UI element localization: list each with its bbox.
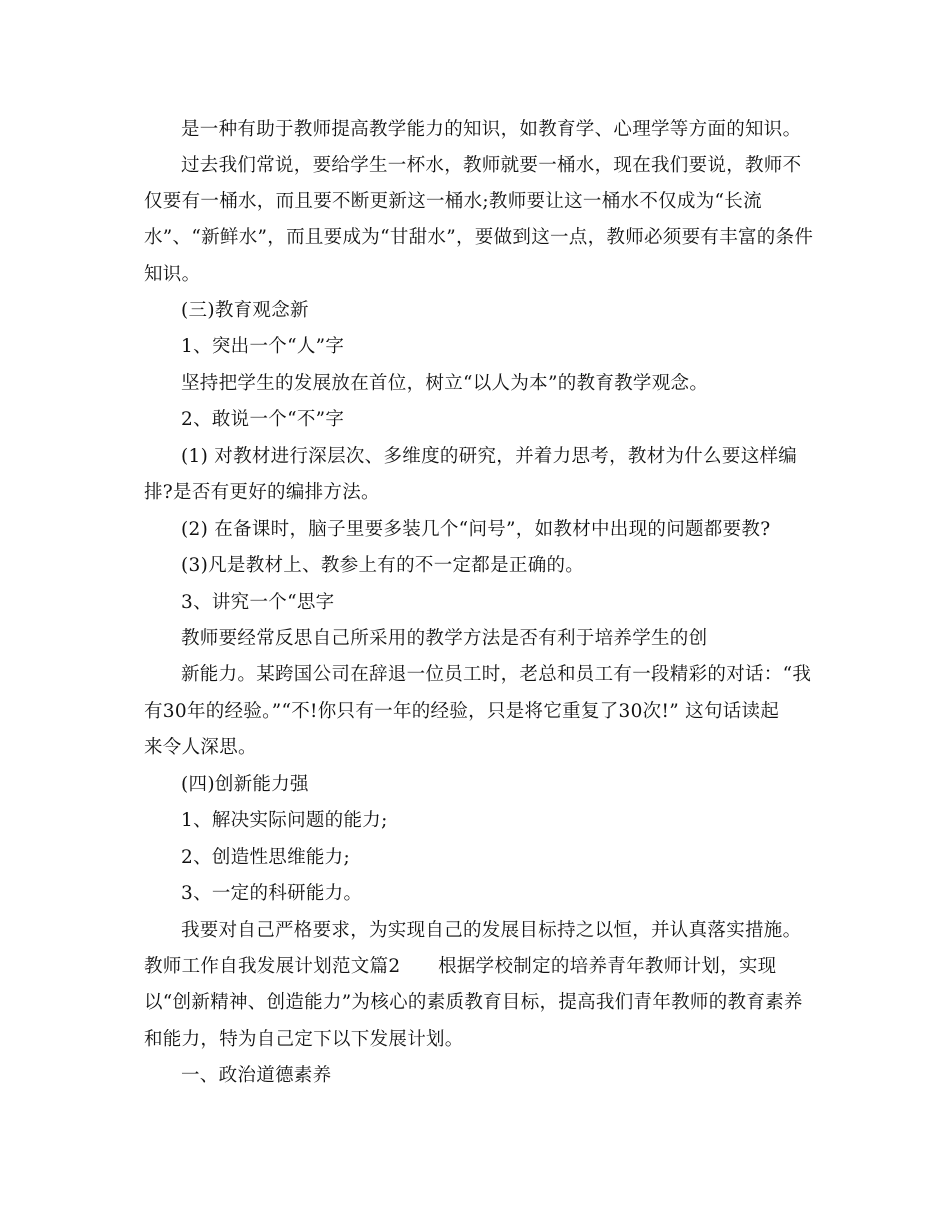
section-heading: (三)教育观念新 xyxy=(181,300,309,321)
text-line: 坚持把学生的发展放在首位，树立“以人为本”的教育教学观念。 xyxy=(181,373,709,394)
text-line: 我要对自己严格要求，为实现自己的发展目标持之以恒，并认真落实措施。 xyxy=(181,920,802,941)
text-line: (2) 在备课时，脑子里要多装几个“问号”，如教材中出现的问题都要教? xyxy=(181,519,771,540)
section-heading: 一、政治道德素养 xyxy=(181,1065,332,1086)
text-line: 教师要经常反思自己所采用的教学方法是否有利于培养学生的创 xyxy=(181,628,708,649)
text-line: 和能力，特为自己定下以下发展计划。 xyxy=(144,1029,464,1050)
text-line: 是一种有助于教师提高教学能力的知识，如教育学、心理学等方面的知识。 xyxy=(181,119,802,140)
text-line: 教师工作自我发展计划范文篇2 根据学校制定的培养青年教师计划，实现 xyxy=(144,956,777,977)
list-item: 1、解决实际问题的能力; xyxy=(181,810,388,831)
subheading: 1、突出一个“人”字 xyxy=(181,336,345,357)
text-line: 知识。 xyxy=(144,264,201,285)
list-item: 3、一定的科研能力。 xyxy=(181,883,363,904)
text-line: 过去我们常说，要给学生一杯水，教师就要一桶水，现在我们要说，教师不 xyxy=(181,155,802,176)
text-line: 来令人深思。 xyxy=(144,737,257,758)
section-heading: (四)创新能力强 xyxy=(181,774,309,795)
text-line: (1) 对教材进行深层次、多维度的研究，并着力思考，教材为什么要这样编 xyxy=(181,446,798,467)
list-item: 2、创造性思维能力; xyxy=(181,847,351,868)
text-line: 以“创新精神、创造能力”为核心的素质教育目标，提高我们青年教师的教育素养 xyxy=(144,992,803,1013)
subheading: 2、敢说一个“不”字 xyxy=(181,409,345,430)
text-line: 新能力。某跨国公司在辞退一位员工时，老总和员工有一段精彩的对话：“我 xyxy=(181,664,812,685)
text-line: 水”、“新鲜水”，而且要成为“甘甜水”，要做到这一点，教师必须要有丰富的条件 xyxy=(144,227,814,248)
text-line: (3)凡是教材上、教参上有的不一定都是正确的。 xyxy=(181,555,585,576)
text-line: 有30年的经验。”“不!你只有一年的经验，只是将它重复了30次!” 这句话读起 xyxy=(144,701,780,722)
text-line: 排?是否有更好的编排方法。 xyxy=(144,482,380,503)
text-line: 仅要有一桶水，而且要不断更新这一桶水;教师要让这一桶水不仅成为“长流 xyxy=(144,191,762,212)
subheading: 3、讲究一个“思字 xyxy=(181,592,335,613)
